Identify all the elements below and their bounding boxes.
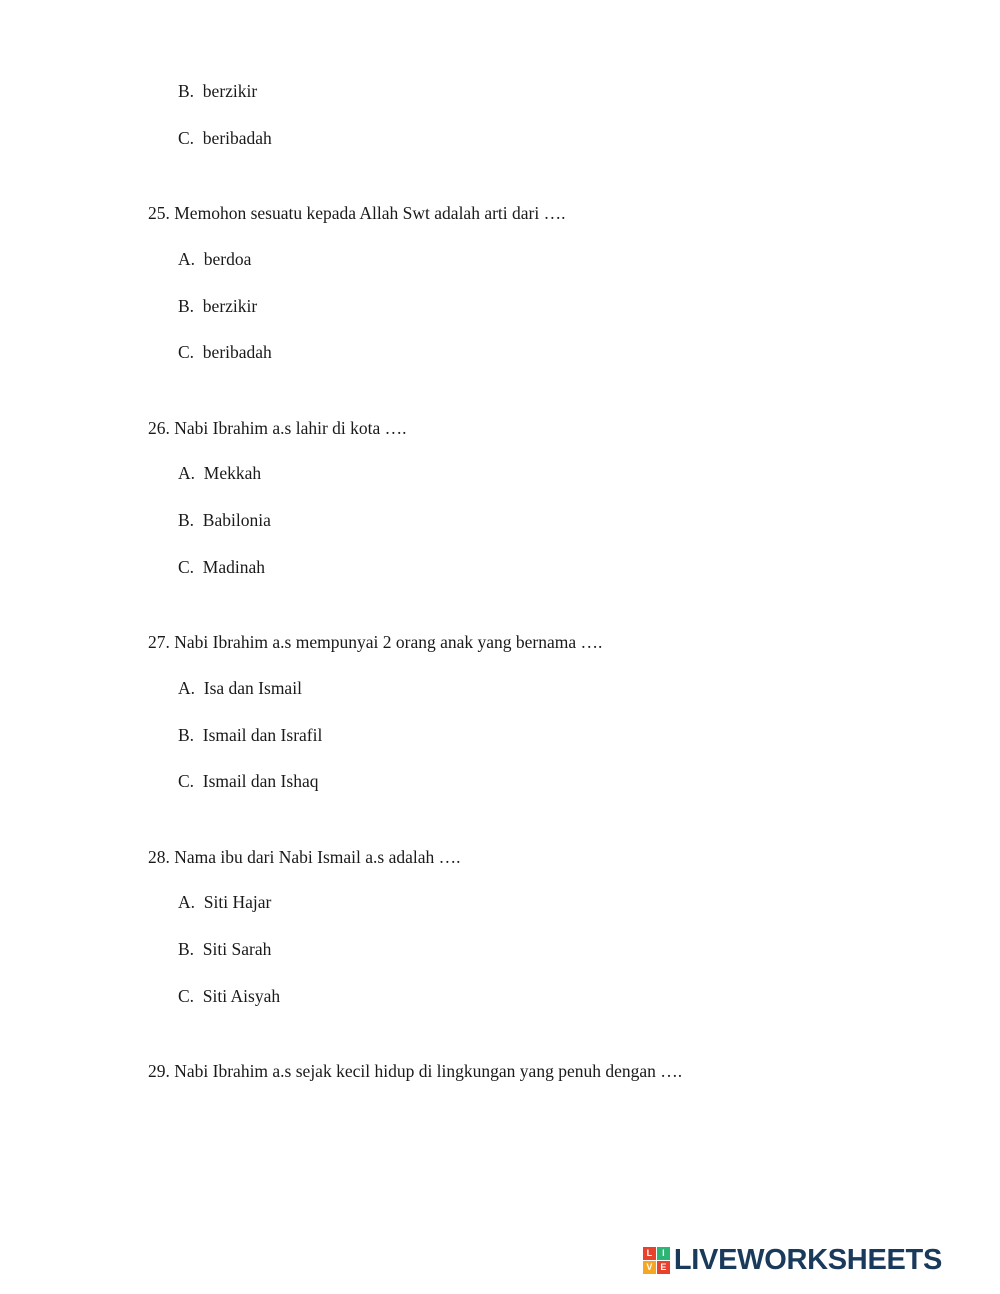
option-item: A. Mekkah [178, 463, 262, 484]
question-text: 29. Nabi Ibrahim a.s sejak kecil hidup di lingkungan yang penuh dengan …. [148, 1061, 683, 1082]
option-item: B. Ismail dan Israfil [178, 724, 323, 745]
logo-letter-e: E [657, 1261, 670, 1274]
page-footer [0, 1240, 1000, 1294]
option-item: C. beribadah [178, 342, 272, 363]
logo-mark-icon [643, 1247, 670, 1274]
option-item: A. Isa dan Ismail [178, 677, 302, 698]
logo-letter-v: V [643, 1261, 656, 1274]
option-item: B. Babilonia [178, 510, 271, 530]
question-text: 28. Nama ibu dari Nabi Ismail a.s adalah …. [148, 846, 461, 867]
liveworksheets-logo [643, 1240, 942, 1280]
question-text: 27. Nabi Ibrahim a.s mempunyai 2 orang anak yang bernama …. [148, 632, 603, 653]
option-item: B. Siti Sarah [178, 939, 272, 959]
option-item: A. Siti Hajar [178, 892, 272, 913]
option-item: C. Madinah [178, 556, 266, 577]
question-25 [148, 202, 908, 365]
question-26 [148, 417, 908, 580]
question-29 [148, 1060, 908, 1084]
option-item: A. berdoa [178, 248, 252, 269]
logo-letter-i: I [657, 1247, 670, 1260]
option-item: C. Siti Aisyah [178, 985, 281, 1006]
worksheet-content [148, 80, 908, 1106]
option-item: B. berzikir [178, 295, 258, 316]
logo-wordmark: LIVEWORKSHEETS [673, 1243, 942, 1276]
option-item: C. beribadah [178, 127, 272, 148]
option-item: C. Ismail dan Ishaq [178, 771, 319, 792]
logo-letter-l: L [643, 1247, 656, 1260]
continued-options-block [148, 80, 908, 150]
question-27 [148, 631, 908, 794]
option-item: B. berzikir [178, 81, 258, 101]
question-text: 25. Memohon sesuatu kepada Allah Swt adalah arti dari …. [148, 203, 566, 224]
question-28 [148, 846, 908, 1009]
question-text: 26. Nabi Ibrahim a.s lahir di kota …. [148, 417, 407, 438]
